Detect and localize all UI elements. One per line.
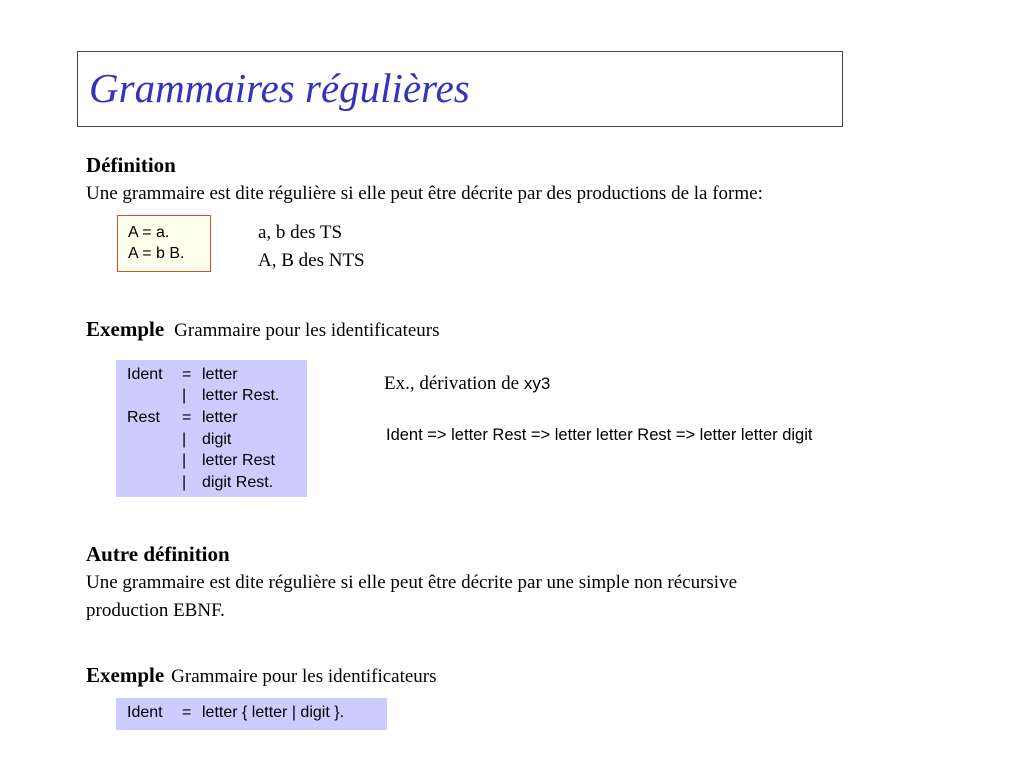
example1-subtitle: Grammaire pour les identificateurs: [174, 320, 440, 341]
alt-definition-line2: production EBNF.: [86, 600, 225, 621]
grammar-op: |: [182, 452, 187, 470]
grammar-row: [127, 450, 307, 472]
grammar-op: =: [182, 408, 192, 426]
ebnf-rhs: letter { letter | digit }.: [202, 704, 345, 721]
definition-text: Une grammaire est dite régulière si elle peut être décrite par des productions de la forme:: [86, 183, 763, 204]
alt-definition-line1: Une grammaire est dite régulière si elle peut être décrite par une simple non récursive: [86, 572, 738, 593]
grammar-row: [127, 472, 307, 494]
slide-title-box: [77, 51, 843, 127]
derivation-label-text: Ex., dérivation de: [384, 373, 524, 394]
example2-heading: Exemple: [86, 663, 165, 687]
ebnf-box: [116, 698, 387, 730]
production-line: A = a.: [128, 224, 170, 241]
derivation-label: [384, 373, 550, 395]
grammar-row: [127, 364, 307, 386]
example2-subtitle: Grammaire pour les identificateurs: [171, 666, 437, 687]
grammar-rhs: letter Rest: [202, 452, 275, 470]
example1-heading: Exemple: [86, 317, 165, 341]
derivation-word: xy3: [523, 374, 551, 393]
nonterminal-note: A, B des NTS: [258, 250, 365, 271]
grammar-op: |: [182, 473, 187, 491]
grammar-op: =: [182, 365, 192, 383]
grammar-op: |: [182, 430, 187, 448]
alt-definition-heading: Autre définition: [86, 542, 230, 566]
grammar-rhs: letter: [202, 408, 238, 426]
grammar-lhs: Ident: [127, 365, 163, 383]
grammar-rhs: digit Rest.: [202, 473, 274, 491]
grammar-rhs: letter Rest.: [202, 387, 280, 405]
derivation-steps: Ident => letter Rest => letter letter Rest => letter letter digit: [386, 426, 813, 444]
example1-header: [86, 317, 440, 342]
grammar-row: [127, 386, 307, 408]
grammar-box: [116, 360, 307, 497]
grammar-op: |: [182, 387, 187, 405]
grammar-row: [127, 407, 307, 429]
grammar-rhs: letter: [202, 365, 238, 383]
terminal-note: a, b des TS: [258, 222, 343, 243]
slide-title: Grammaires régulières: [89, 65, 470, 111]
ebnf-op: =: [182, 704, 192, 721]
production-line: A = b B.: [128, 245, 185, 262]
ebnf-lhs: Ident: [127, 704, 163, 721]
grammar-row: [127, 429, 307, 451]
grammar-lhs: Rest: [127, 408, 160, 426]
example2-header: [86, 663, 437, 688]
production-box: [117, 215, 211, 272]
grammar-rhs: digit: [202, 430, 232, 448]
definition-heading: Définition: [86, 153, 176, 177]
